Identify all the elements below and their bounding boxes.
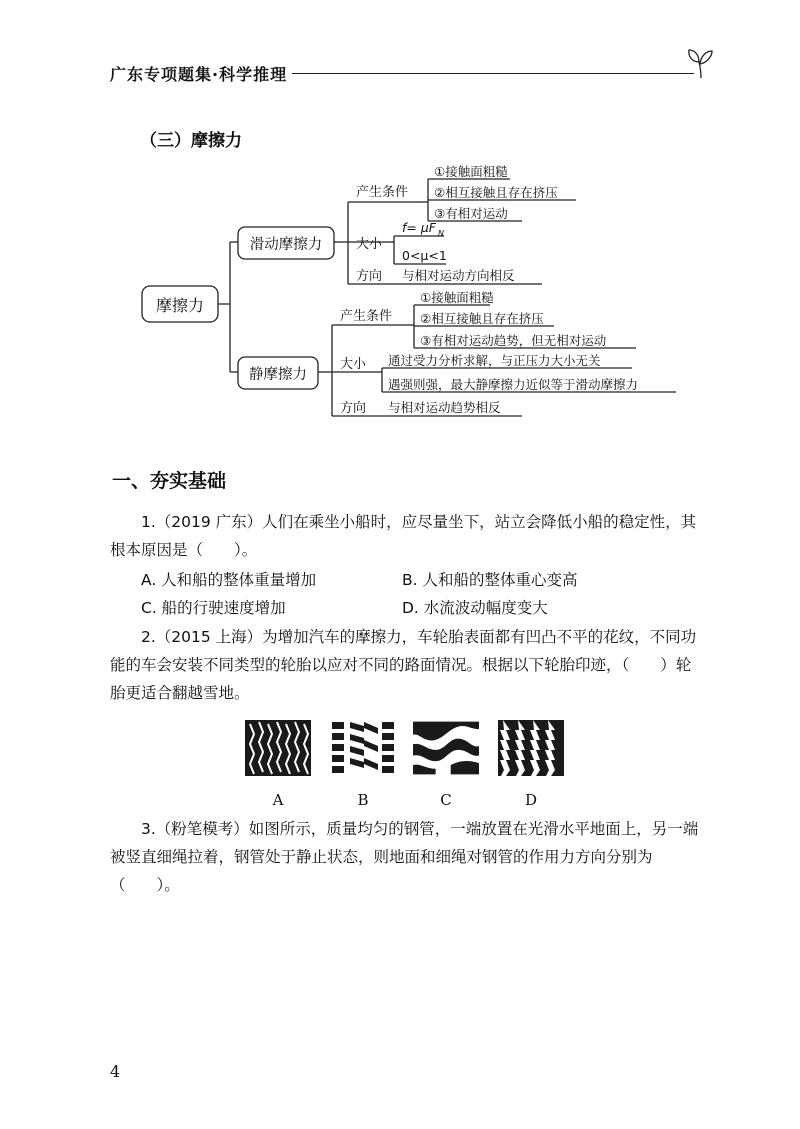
sliding-condition-1: ①接触面粗糙 — [434, 164, 508, 179]
static-condition-3: ③有相对运动趋势，但无相对运动 — [420, 333, 607, 348]
tire-label-a: A — [272, 791, 284, 809]
tire-tread-b — [330, 720, 396, 776]
sliding-direction-label: 方向 — [356, 269, 383, 284]
q1-option-c: C. 船的行驶速度增加 — [141, 599, 286, 617]
sliding-size-label: 大小 — [356, 237, 383, 252]
tire-tread-c — [413, 720, 479, 776]
root-label: 摩擦力 — [155, 296, 205, 315]
static-direction: 与相对运动趋势相反 — [388, 400, 501, 415]
sprout-icon — [686, 44, 716, 80]
section-heading: 一、夯实基础 — [112, 470, 227, 492]
sliding-direction: 与相对运动方向相反 — [402, 268, 515, 283]
static-size-label: 大小 — [340, 357, 367, 372]
question-1-text: 1.（2019 广东）人们在乘坐小船时，应尽量坐下，站立会降低小船的稳定性，其根本原因是（ ）。 — [110, 513, 697, 559]
static-condition-label: 产生条件 — [340, 309, 393, 324]
q1-option-b: B. 人和船的整体重心变高 — [402, 571, 578, 589]
sliding-condition-3: ③有相对运动 — [434, 206, 508, 221]
header-title: 广东专项题集·科学推理 — [110, 65, 288, 84]
tire-label-b: B — [357, 791, 369, 809]
tire-tread-d — [498, 720, 564, 776]
sliding-condition-label: 产生条件 — [356, 185, 409, 200]
q1-option-d: D. 水流波动幅度变大 — [402, 599, 548, 617]
static-size-2: 遇强则强，最大静摩擦力近似等于滑动摩擦力 — [388, 377, 639, 392]
static-direction-label: 方向 — [340, 401, 367, 416]
static-label: 静摩擦力 — [249, 367, 307, 383]
formula-subscript: N — [438, 229, 444, 238]
q1-option-a: A. 人和船的整体重量增加 — [141, 571, 317, 589]
tire-label-c: C — [440, 791, 452, 809]
section-subheading: （三）摩擦力 — [140, 131, 242, 151]
static-condition-1: ①接触面粗糙 — [420, 290, 494, 305]
question-3-text: 3.（粉笔模考）如图所示，质量均匀的钢管，一端放置在光滑水平地面上，另一端被竖直细绳拉着，钢管处于静止状态，则地面和细绳对钢管的作用力方向分别为（ ）。 — [110, 820, 699, 894]
tire-label-d: D — [524, 791, 538, 809]
sliding-condition-2: ②相互接触且存在挤压 — [434, 185, 558, 200]
mu-range: 0<μ<1 — [402, 248, 447, 263]
sliding-label: 滑动摩擦力 — [249, 237, 323, 253]
page-number: 4 — [110, 1062, 121, 1081]
tire-tread-a — [245, 720, 311, 776]
static-condition-2: ②相互接触且存在挤压 — [420, 311, 544, 326]
static-size-1: 通过受力分析求解，与正压力大小无关 — [388, 353, 601, 368]
question-2-text: 2.（2015 上海）为增加汽车的摩擦力，车轮胎表面都有凹凸不平的花纹，不同功能的车会安装不同类型的轮胎以应对不同的路面情况。根据以下轮胎印迹，（ ）轮胎更适合翻越雪地。 — [110, 628, 697, 702]
friction-mindmap — [130, 160, 690, 430]
header-rule — [292, 73, 694, 74]
friction-formula: f= μF — [402, 220, 436, 235]
